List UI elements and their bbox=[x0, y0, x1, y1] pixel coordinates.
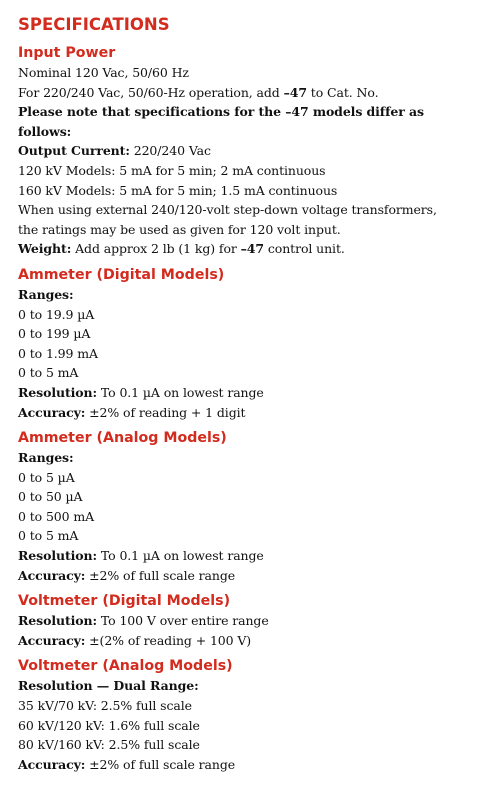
cat-no-suffix: to Cat. No. bbox=[306, 84, 379, 100]
ranges-label: Ranges: bbox=[18, 450, 74, 466]
rating-120kv-line: 120 kV Models: 5 mA for 5 min; 2 mA continuous bbox=[18, 162, 326, 178]
voltmeter-digital-section bbox=[18, 592, 483, 650]
resolution-label: Resolution: bbox=[18, 384, 98, 400]
input-power-section bbox=[18, 44, 483, 259]
accuracy-line bbox=[18, 403, 483, 423]
input-power-heading: Input Power bbox=[18, 45, 116, 61]
weight-suffix: control unit. bbox=[264, 241, 345, 257]
accuracy-value: ±2% of reading + 1 digit bbox=[85, 404, 246, 420]
ammeter-digital-heading: Ammeter (Digital Models) bbox=[18, 266, 225, 283]
range-item: 0 to 19.9 µA bbox=[18, 306, 95, 322]
ammeter-analog-heading: Ammeter (Analog Models) bbox=[18, 430, 227, 447]
range-item: 35 kV/70 kV: 2.5% full scale bbox=[18, 698, 192, 714]
ammeter-analog-section bbox=[18, 429, 483, 585]
transformer-note-line-2: the ratings may be used as given for 120 volt input. bbox=[18, 221, 341, 237]
accuracy-label: Accuracy: bbox=[18, 632, 86, 648]
rating-160kv-line: 160 kV Models: 5 mA for 5 min; 1.5 mA continuous bbox=[18, 182, 338, 198]
resolution-line bbox=[18, 546, 483, 566]
model-difference-note: Please note that specifications for the –47 models differ as follows: bbox=[18, 104, 424, 139]
voltmeter-digital-heading: Voltmeter (Digital Models) bbox=[18, 593, 231, 610]
resolution-value: To 0.1 µA on lowest range bbox=[97, 548, 264, 564]
range-item: 0 to 1.99 mA bbox=[18, 345, 98, 361]
accuracy-value: ±2% of full scale range bbox=[85, 567, 236, 583]
ranges-label: Ranges: bbox=[18, 286, 74, 302]
range-item: 0 to 5 mA bbox=[18, 365, 79, 381]
page-title: SPECIFICATIONS bbox=[18, 15, 170, 34]
resolution-line bbox=[18, 611, 483, 631]
output-current-value: 220/240 Vac bbox=[129, 143, 211, 159]
range-item: 60 kV/120 kV: 1.6% full scale bbox=[18, 717, 200, 733]
accuracy-label: Accuracy: bbox=[18, 404, 86, 420]
range-item: 0 to 5 mA bbox=[18, 528, 79, 544]
resolution-value: To 100 V over entire range bbox=[97, 613, 269, 629]
resolution-label: Resolution: bbox=[18, 613, 98, 629]
nominal-voltage-line: Nominal 120 Vac, 50/60 Hz bbox=[18, 65, 189, 80]
cat-no-code: –47 bbox=[283, 84, 307, 100]
weight-line bbox=[18, 239, 483, 259]
accuracy-line bbox=[18, 755, 483, 775]
output-current-line bbox=[18, 141, 483, 161]
ammeter-digital-section bbox=[18, 266, 483, 422]
range-item: 0 to 50 µA bbox=[18, 489, 83, 505]
resolution-line bbox=[18, 383, 483, 403]
resolution-value: To 0.1 µA on lowest range bbox=[97, 384, 264, 400]
range-item: 80 kV/160 kV: 2.5% full scale bbox=[18, 737, 200, 753]
cat-no-text: For 220/240 Vac, 50/60-Hz operation, add bbox=[18, 84, 284, 100]
accuracy-value: ±2% of full scale range bbox=[85, 756, 236, 772]
dual-range-label: Resolution — Dual Range: bbox=[18, 678, 199, 694]
accuracy-line bbox=[18, 631, 483, 651]
accuracy-label: Accuracy: bbox=[18, 567, 86, 583]
resolution-label: Resolution: bbox=[18, 548, 98, 564]
transformer-note-line-1: When using external 240/120-volt step-down voltage transformers, bbox=[18, 202, 437, 218]
weight-code: –47 bbox=[240, 241, 264, 257]
accuracy-label: Accuracy: bbox=[18, 756, 86, 772]
output-current-label: Output Current: bbox=[18, 143, 130, 159]
weight-label: Weight: bbox=[18, 241, 72, 257]
range-item: 0 to 199 µA bbox=[18, 326, 91, 342]
accuracy-value: ±(2% of reading + 100 V) bbox=[85, 632, 252, 648]
accuracy-line bbox=[18, 566, 483, 586]
weight-text: Add approx 2 lb (1 kg) for bbox=[71, 241, 241, 257]
voltmeter-analog-section bbox=[18, 657, 483, 774]
range-item: 0 to 5 µA bbox=[18, 469, 75, 485]
voltmeter-analog-heading: Voltmeter (Analog Models) bbox=[18, 658, 233, 675]
cat-no-line bbox=[18, 83, 483, 103]
range-item: 0 to 500 mA bbox=[18, 508, 95, 524]
